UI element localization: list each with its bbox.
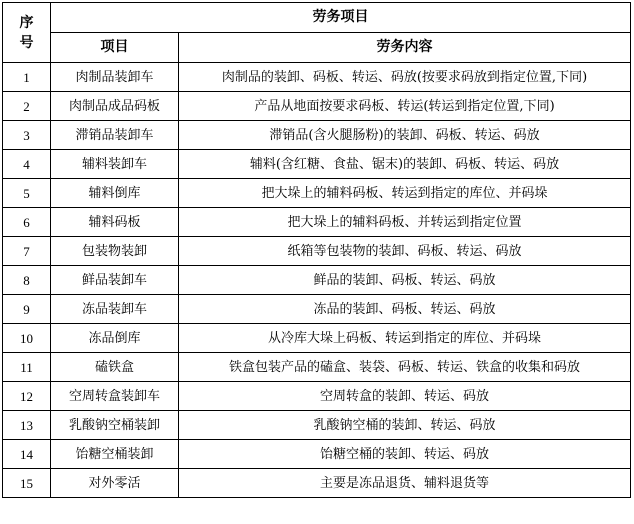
row-item: 肉制品装卸车	[51, 63, 179, 92]
row-content: 饴糖空桶的装卸、转运、码放	[179, 440, 631, 469]
seq-header	[3, 3, 51, 63]
row-content: 铁盒包装产品的磕盒、装袋、码板、转运、铁盒的收集和码放	[179, 353, 631, 382]
row-content: 纸箱等包装物的装卸、码板、转运、码放	[179, 237, 631, 266]
row-item: 冻品装卸车	[51, 295, 179, 324]
table-row	[3, 440, 631, 469]
row-number: 2	[3, 92, 51, 121]
row-content: 产品从地面按要求码板、转运(转运到指定位置,下同)	[179, 92, 631, 121]
row-item: 滞销品装卸车	[51, 121, 179, 150]
table-row	[3, 324, 631, 353]
row-item: 对外零活	[51, 469, 179, 498]
row-content: 滞销品(含火腿肠粉)的装卸、码板、转运、码放	[179, 121, 631, 150]
table-row	[3, 121, 631, 150]
row-content: 空周转盒的装卸、转运、码放	[179, 382, 631, 411]
row-content: 把大垛上的辅料码板、转运到指定的库位、并码垛	[179, 179, 631, 208]
row-item: 包装物装卸	[51, 237, 179, 266]
row-item: 冻品倒库	[51, 324, 179, 353]
table-body	[3, 63, 631, 498]
row-content: 从冷库大垛上码板、转运到指定的库位、并码垛	[179, 324, 631, 353]
row-item: 辅料倒库	[51, 179, 179, 208]
row-number: 3	[3, 121, 51, 150]
table-row	[3, 295, 631, 324]
row-content: 主要是冻品退货、辅料退货等	[179, 469, 631, 498]
labor-table	[2, 2, 631, 498]
row-number: 5	[3, 179, 51, 208]
row-item: 磕铁盒	[51, 353, 179, 382]
row-content: 把大垛上的辅料码板、并转运到指定位置	[179, 208, 631, 237]
row-item: 辅料装卸车	[51, 150, 179, 179]
row-item: 鲜品装卸车	[51, 266, 179, 295]
header-row-2	[3, 33, 631, 63]
row-number: 7	[3, 237, 51, 266]
table-row	[3, 469, 631, 498]
table-row	[3, 92, 631, 121]
row-item: 空周转盒装卸车	[51, 382, 179, 411]
table-row	[3, 208, 631, 237]
content-column-header: 劳务内容	[179, 33, 631, 63]
row-content: 乳酸钠空桶的装卸、转运、码放	[179, 411, 631, 440]
table-row	[3, 63, 631, 92]
row-number: 6	[3, 208, 51, 237]
row-number: 10	[3, 324, 51, 353]
table-row	[3, 411, 631, 440]
row-number: 4	[3, 150, 51, 179]
row-content: 肉制品的装卸、码板、转运、码放(按要求码放到指定位置,下同)	[179, 63, 631, 92]
row-item: 乳酸钠空桶装卸	[51, 411, 179, 440]
table-row	[3, 150, 631, 179]
table-row	[3, 237, 631, 266]
row-number: 12	[3, 382, 51, 411]
row-number: 13	[3, 411, 51, 440]
table-row	[3, 353, 631, 382]
table-row	[3, 266, 631, 295]
row-content: 冻品的装卸、码板、转运、码放	[179, 295, 631, 324]
row-number: 1	[3, 63, 51, 92]
seq-header-line2: 号	[19, 34, 34, 51]
row-number: 8	[3, 266, 51, 295]
row-number: 9	[3, 295, 51, 324]
row-content: 鲜品的装卸、码板、转运、码放	[179, 266, 631, 295]
row-number: 14	[3, 440, 51, 469]
header-row-1	[3, 3, 631, 33]
row-item: 肉制品成品码板	[51, 92, 179, 121]
row-number: 15	[3, 469, 51, 498]
table-row	[3, 382, 631, 411]
row-item: 辅料码板	[51, 208, 179, 237]
seq-header-line1: 序	[19, 14, 34, 31]
row-content: 辅料(含红糖、食盐、锯末)的装卸、码板、转运、码放	[179, 150, 631, 179]
table-row	[3, 179, 631, 208]
row-number: 11	[3, 353, 51, 382]
group-title: 劳务项目	[51, 3, 631, 33]
item-column-header: 项目	[51, 33, 179, 63]
row-item: 饴糖空桶装卸	[51, 440, 179, 469]
